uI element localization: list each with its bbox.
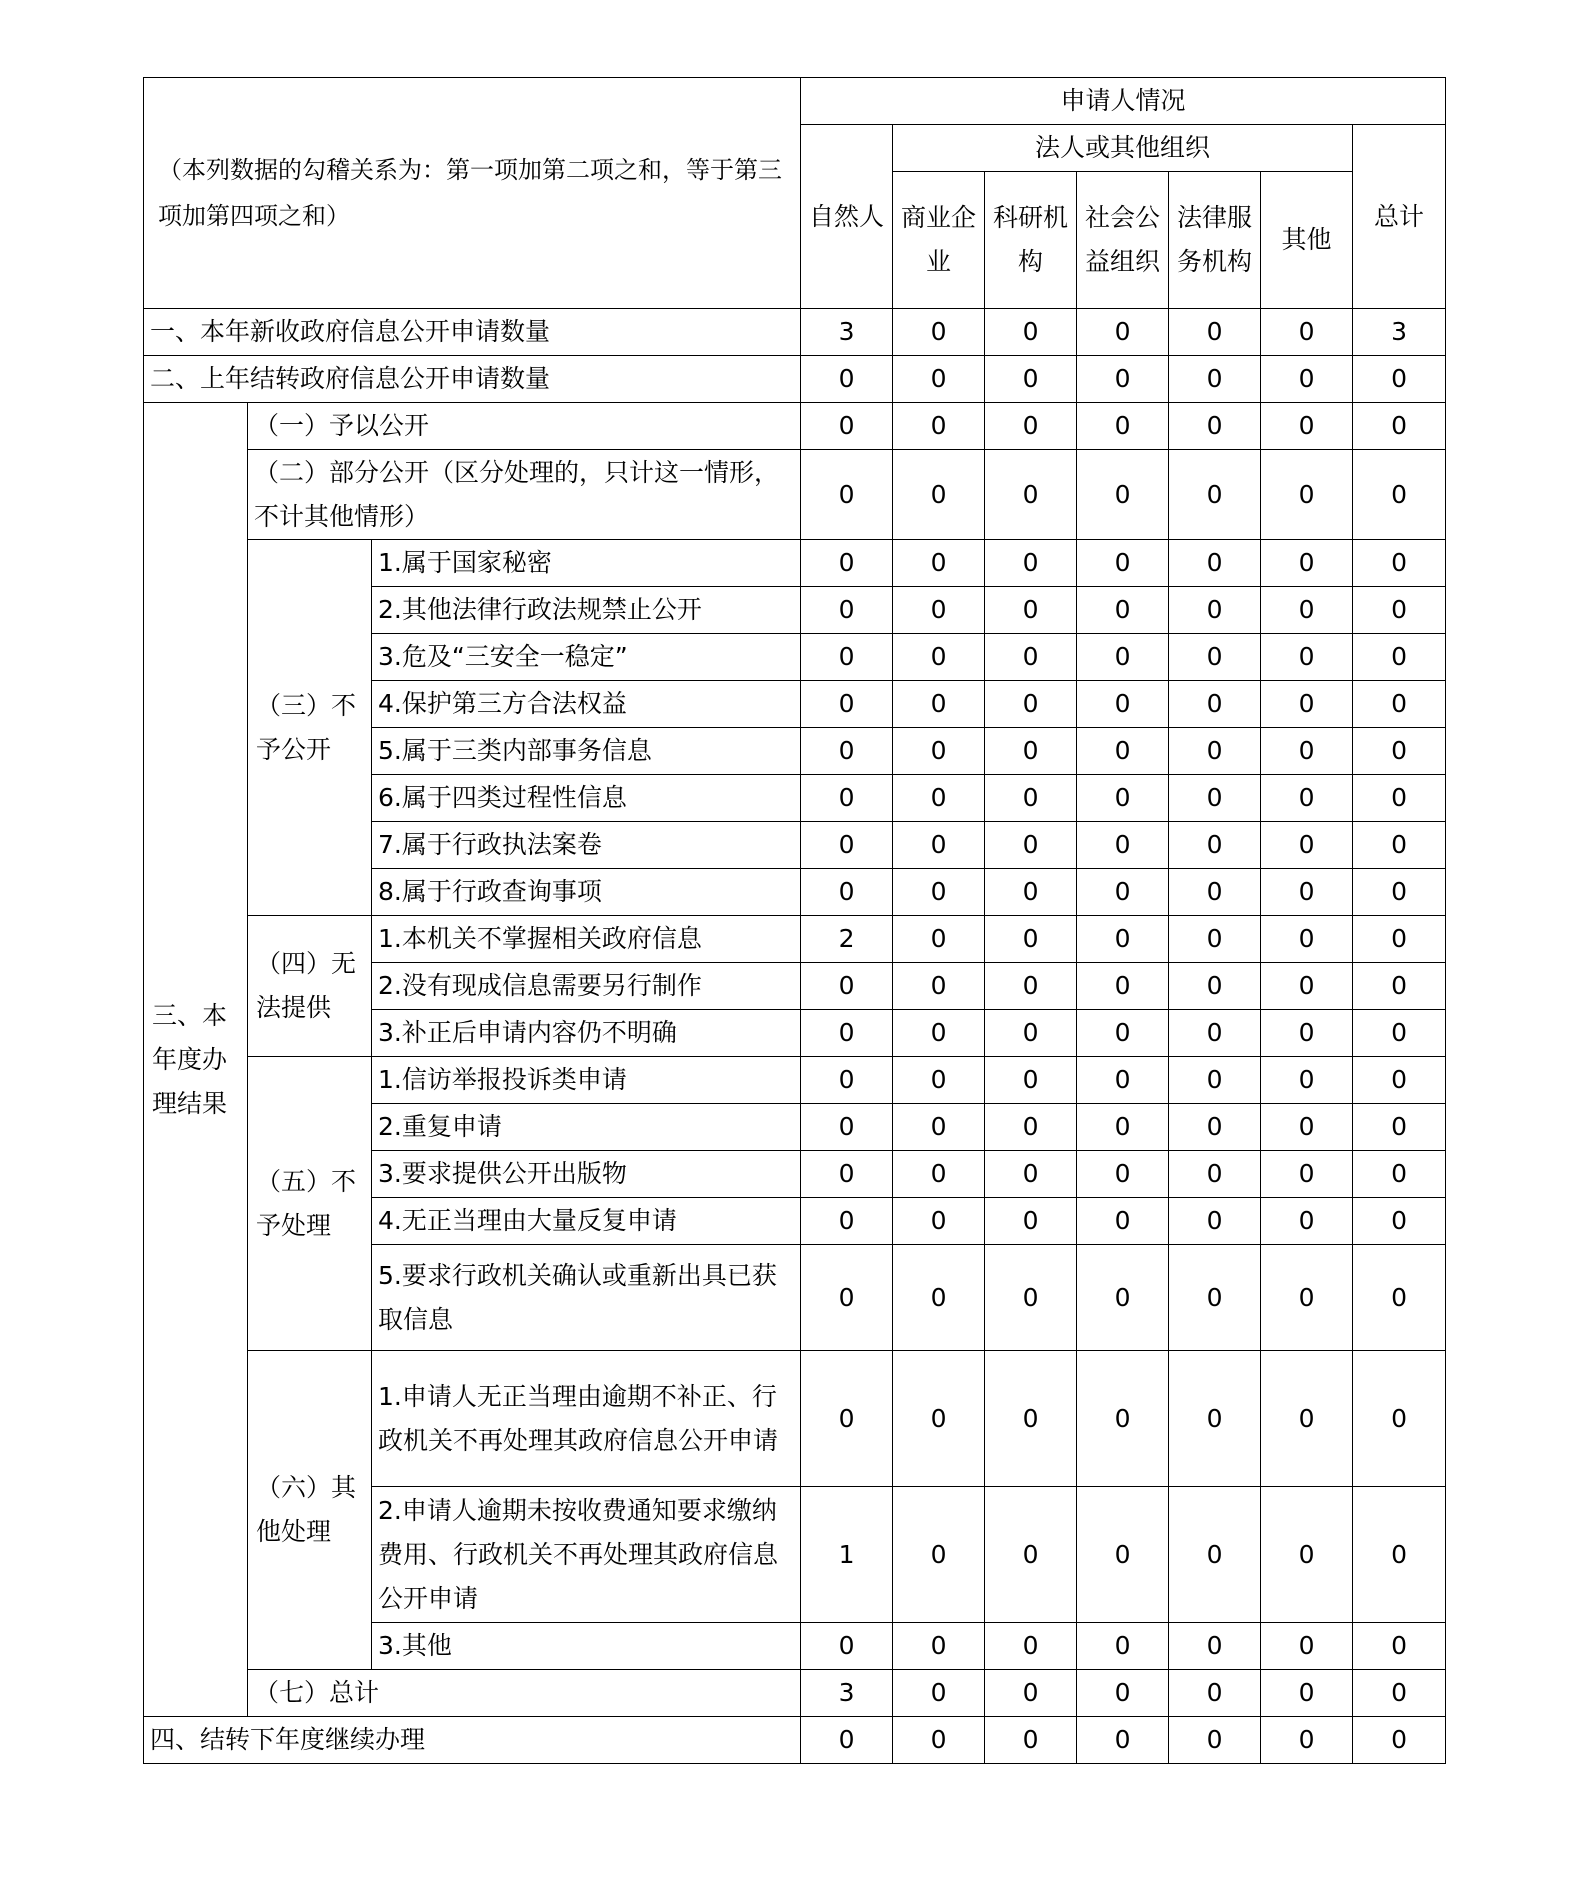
value-cell: 0 [893, 540, 985, 587]
value-cell: 0 [985, 1351, 1077, 1487]
value-cell: 0 [893, 356, 985, 403]
value-cell: 0 [1261, 450, 1353, 540]
value-cell: 0 [893, 963, 985, 1010]
value-cell: 3 [1353, 309, 1446, 356]
value-cell: 0 [801, 1010, 893, 1057]
value-cell: 0 [1169, 1623, 1261, 1670]
row-label: 5.要求行政机关确认或重新出具已获取信息 [372, 1245, 801, 1351]
value-cell: 0 [1261, 1245, 1353, 1351]
value-cell: 0 [1169, 916, 1261, 963]
value-cell: 0 [801, 1351, 893, 1487]
value-cell: 0 [893, 728, 985, 775]
value-cell: 0 [1077, 450, 1169, 540]
value-cell: 0 [985, 356, 1077, 403]
value-cell: 0 [893, 916, 985, 963]
value-cell: 0 [1077, 822, 1169, 869]
value-cell: 0 [985, 634, 1077, 681]
value-cell: 0 [801, 1245, 893, 1351]
value-cell: 0 [1169, 775, 1261, 822]
value-cell: 0 [801, 356, 893, 403]
value-cell: 0 [1261, 1351, 1353, 1487]
value-cell: 0 [1261, 634, 1353, 681]
value-cell: 0 [985, 1151, 1077, 1198]
value-cell: 0 [1077, 309, 1169, 356]
value-cell: 0 [1169, 1717, 1261, 1764]
value-cell: 0 [1261, 1151, 1353, 1198]
value-cell: 0 [985, 1717, 1077, 1764]
value-cell: 0 [1353, 869, 1446, 916]
value-cell: 0 [1169, 822, 1261, 869]
value-cell: 0 [893, 403, 985, 450]
table-row [144, 309, 1446, 356]
value-cell: 0 [1077, 1010, 1169, 1057]
value-cell: 0 [893, 775, 985, 822]
value-cell: 0 [1353, 634, 1446, 681]
value-cell: 0 [985, 822, 1077, 869]
value-cell: 0 [1077, 587, 1169, 634]
value-cell: 0 [801, 963, 893, 1010]
value-cell: 0 [1261, 1198, 1353, 1245]
value-cell: 0 [1077, 1487, 1169, 1623]
value-cell: 0 [801, 587, 893, 634]
value-cell: 0 [985, 450, 1077, 540]
table-note-cell: （本列数据的勾稽关系为：第一项加第二项之和，等于第三项加第四项之和） [144, 78, 801, 309]
value-cell: 0 [1261, 1057, 1353, 1104]
value-cell: 0 [801, 1198, 893, 1245]
value-cell: 3 [801, 1670, 893, 1717]
row-label: 1.属于国家秘密 [372, 540, 801, 587]
row-label: （二）部分公开（区分处理的，只计这一情形，不计其他情形） [248, 450, 801, 540]
table-row [144, 450, 1446, 540]
section3-label: 三、本年度办理结果 [144, 403, 248, 1717]
value-cell: 0 [1077, 1623, 1169, 1670]
value-cell: 0 [985, 1057, 1077, 1104]
value-cell: 0 [893, 681, 985, 728]
value-cell: 0 [1353, 822, 1446, 869]
value-cell: 0 [1261, 1104, 1353, 1151]
value-cell: 0 [893, 587, 985, 634]
value-cell: 0 [801, 822, 893, 869]
value-cell: 0 [801, 1151, 893, 1198]
total-header: 总计 [1353, 125, 1446, 309]
value-cell: 0 [1077, 1351, 1169, 1487]
value-cell: 0 [1353, 728, 1446, 775]
value-cell: 0 [801, 681, 893, 728]
value-cell: 0 [1077, 775, 1169, 822]
value-cell: 0 [801, 869, 893, 916]
value-cell: 0 [1169, 634, 1261, 681]
value-cell: 0 [1353, 1245, 1446, 1351]
value-cell: 0 [1353, 1717, 1446, 1764]
value-cell: 0 [1169, 1245, 1261, 1351]
value-cell: 0 [985, 1245, 1077, 1351]
information-disclosure-table [143, 77, 1446, 1764]
value-cell: 0 [1169, 1198, 1261, 1245]
value-cell: 0 [1353, 587, 1446, 634]
value-cell: 0 [893, 634, 985, 681]
row-label: 2.申请人逾期未按收费通知要求缴纳费用、行政机关不再处理其政府信息公开申请 [372, 1487, 801, 1623]
value-cell: 0 [1169, 1057, 1261, 1104]
value-cell: 0 [1077, 403, 1169, 450]
value-cell: 0 [1077, 869, 1169, 916]
row-label: 2.没有现成信息需要另行制作 [372, 963, 801, 1010]
value-cell: 0 [1353, 681, 1446, 728]
value-cell: 0 [801, 403, 893, 450]
value-cell: 0 [985, 1670, 1077, 1717]
value-cell: 0 [893, 1104, 985, 1151]
value-cell: 0 [1169, 403, 1261, 450]
value-cell: 1 [801, 1487, 893, 1623]
value-cell: 0 [1353, 1151, 1446, 1198]
value-cell: 0 [1169, 728, 1261, 775]
value-cell: 0 [1261, 822, 1353, 869]
value-cell: 0 [985, 775, 1077, 822]
value-cell: 0 [893, 1151, 985, 1198]
value-cell: 0 [1353, 403, 1446, 450]
row-label: 3.其他 [372, 1623, 801, 1670]
row-label: 7.属于行政执法案卷 [372, 822, 801, 869]
value-cell: 0 [801, 634, 893, 681]
value-cell: 0 [1353, 1104, 1446, 1151]
value-cell: 0 [1077, 1057, 1169, 1104]
value-cell: 0 [1077, 681, 1169, 728]
value-cell: 0 [1261, 309, 1353, 356]
value-cell: 0 [985, 540, 1077, 587]
value-cell: 0 [1169, 963, 1261, 1010]
value-cell: 0 [801, 1717, 893, 1764]
row-label: 四、结转下年度继续办理 [144, 1717, 801, 1764]
row-label: 1.申请人无正当理由逾期不补正、行政机关不再处理其政府信息公开申请 [372, 1351, 801, 1487]
value-cell: 0 [985, 309, 1077, 356]
research-header: 科研机构 [985, 172, 1077, 309]
value-cell: 0 [1353, 1487, 1446, 1623]
value-cell: 0 [1169, 1487, 1261, 1623]
value-cell: 0 [985, 403, 1077, 450]
value-cell: 0 [1169, 1351, 1261, 1487]
value-cell: 0 [985, 1198, 1077, 1245]
value-cell: 0 [1077, 1717, 1169, 1764]
value-cell: 0 [1169, 540, 1261, 587]
row-label: 2.重复申请 [372, 1104, 801, 1151]
value-cell: 0 [1261, 775, 1353, 822]
value-cell: 0 [1261, 869, 1353, 916]
table-row [144, 540, 1446, 587]
value-cell: 0 [1261, 1623, 1353, 1670]
table-row [144, 1670, 1446, 1717]
value-cell: 2 [801, 916, 893, 963]
value-cell: 0 [985, 1104, 1077, 1151]
value-cell: 0 [1169, 450, 1261, 540]
value-cell: 0 [1353, 356, 1446, 403]
value-cell: 0 [1077, 1104, 1169, 1151]
value-cell: 0 [985, 1487, 1077, 1623]
value-cell: 0 [801, 450, 893, 540]
value-cell: 3 [801, 309, 893, 356]
row-label: （一）予以公开 [248, 403, 801, 450]
table-row [144, 1717, 1446, 1764]
row-label: 4.无正当理由大量反复申请 [372, 1198, 801, 1245]
applicant-situation-header: 申请人情况 [801, 78, 1446, 125]
value-cell: 0 [893, 450, 985, 540]
value-cell: 0 [1169, 309, 1261, 356]
value-cell: 0 [893, 1245, 985, 1351]
value-cell: 0 [1261, 1670, 1353, 1717]
other-header: 其他 [1261, 172, 1353, 309]
value-cell: 0 [1353, 1010, 1446, 1057]
value-cell: 0 [1169, 1151, 1261, 1198]
value-cell: 0 [1261, 356, 1353, 403]
value-cell: 0 [1261, 681, 1353, 728]
value-cell: 0 [893, 309, 985, 356]
value-cell: 0 [1261, 403, 1353, 450]
value-cell: 0 [1169, 869, 1261, 916]
not-processed-group-label: （五）不予处理 [248, 1057, 372, 1351]
value-cell: 0 [1261, 728, 1353, 775]
value-cell: 0 [1077, 728, 1169, 775]
table-row [144, 403, 1446, 450]
row-label: 二、上年结转政府信息公开申请数量 [144, 356, 801, 403]
value-cell: 0 [1261, 963, 1353, 1010]
row-label: （七）总计 [248, 1670, 801, 1717]
value-cell: 0 [801, 1057, 893, 1104]
value-cell: 0 [985, 1010, 1077, 1057]
natural-person-header: 自然人 [801, 125, 893, 309]
value-cell: 0 [985, 963, 1077, 1010]
value-cell: 0 [1353, 1057, 1446, 1104]
value-cell: 0 [1353, 1670, 1446, 1717]
value-cell: 0 [893, 869, 985, 916]
value-cell: 0 [1261, 916, 1353, 963]
row-label: 1.信访举报投诉类申请 [372, 1057, 801, 1104]
value-cell: 0 [893, 1717, 985, 1764]
value-cell: 0 [1169, 587, 1261, 634]
row-label: 4.保护第三方合法权益 [372, 681, 801, 728]
value-cell: 0 [985, 869, 1077, 916]
value-cell: 0 [1169, 681, 1261, 728]
commercial-header: 商业企业 [893, 172, 985, 309]
value-cell: 0 [1353, 916, 1446, 963]
value-cell: 0 [1077, 356, 1169, 403]
row-label: 一、本年新收政府信息公开申请数量 [144, 309, 801, 356]
value-cell: 0 [801, 540, 893, 587]
value-cell: 0 [893, 1198, 985, 1245]
legal-service-header: 法律服务机构 [1169, 172, 1261, 309]
value-cell: 0 [1077, 634, 1169, 681]
unable-group-label: （四）无法提供 [248, 916, 372, 1057]
row-label: 3.危及“三安全一稳定” [372, 634, 801, 681]
value-cell: 0 [985, 728, 1077, 775]
other-processing-group-label: （六）其他处理 [248, 1351, 372, 1670]
value-cell: 0 [1077, 916, 1169, 963]
row-label: 2.其他法律行政法规禁止公开 [372, 587, 801, 634]
value-cell: 0 [1077, 963, 1169, 1010]
value-cell: 0 [1077, 1670, 1169, 1717]
value-cell: 0 [985, 916, 1077, 963]
row-label: 1.本机关不掌握相关政府信息 [372, 916, 801, 963]
table-row [144, 916, 1446, 963]
value-cell: 0 [893, 1057, 985, 1104]
legal-org-header: 法人或其他组织 [893, 125, 1353, 172]
value-cell: 0 [985, 1623, 1077, 1670]
table-row [144, 1057, 1446, 1104]
row-label: 3.要求提供公开出版物 [372, 1151, 801, 1198]
value-cell: 0 [1169, 356, 1261, 403]
row-label: 6.属于四类过程性信息 [372, 775, 801, 822]
value-cell: 0 [1169, 1104, 1261, 1151]
value-cell: 0 [1169, 1010, 1261, 1057]
value-cell: 0 [893, 822, 985, 869]
value-cell: 0 [1169, 1670, 1261, 1717]
value-cell: 0 [1353, 1351, 1446, 1487]
table-row [144, 1351, 1446, 1487]
value-cell: 0 [1261, 587, 1353, 634]
value-cell: 0 [1353, 775, 1446, 822]
value-cell: 0 [893, 1351, 985, 1487]
value-cell: 0 [801, 728, 893, 775]
value-cell: 0 [1353, 963, 1446, 1010]
value-cell: 0 [1261, 1487, 1353, 1623]
value-cell: 0 [1077, 1245, 1169, 1351]
value-cell: 0 [801, 1104, 893, 1151]
social-welfare-header: 社会公益组织 [1077, 172, 1169, 309]
value-cell: 0 [1261, 540, 1353, 587]
value-cell: 0 [1353, 540, 1446, 587]
value-cell: 0 [1353, 1198, 1446, 1245]
value-cell: 0 [1261, 1717, 1353, 1764]
row-label: 8.属于行政查询事项 [372, 869, 801, 916]
value-cell: 0 [1077, 1151, 1169, 1198]
not-disclosed-group-label: （三）不予公开 [248, 540, 372, 916]
value-cell: 0 [1353, 1623, 1446, 1670]
value-cell: 0 [801, 1623, 893, 1670]
value-cell: 0 [893, 1487, 985, 1623]
value-cell: 0 [985, 681, 1077, 728]
value-cell: 0 [893, 1623, 985, 1670]
table-row [144, 356, 1446, 403]
row-label: 3.补正后申请内容仍不明确 [372, 1010, 801, 1057]
value-cell: 0 [1261, 1010, 1353, 1057]
value-cell: 0 [893, 1670, 985, 1717]
row-label: 5.属于三类内部事务信息 [372, 728, 801, 775]
value-cell: 0 [985, 587, 1077, 634]
value-cell: 0 [1077, 540, 1169, 587]
value-cell: 0 [1077, 1198, 1169, 1245]
value-cell: 0 [893, 1010, 985, 1057]
value-cell: 0 [1353, 450, 1446, 540]
value-cell: 0 [801, 775, 893, 822]
